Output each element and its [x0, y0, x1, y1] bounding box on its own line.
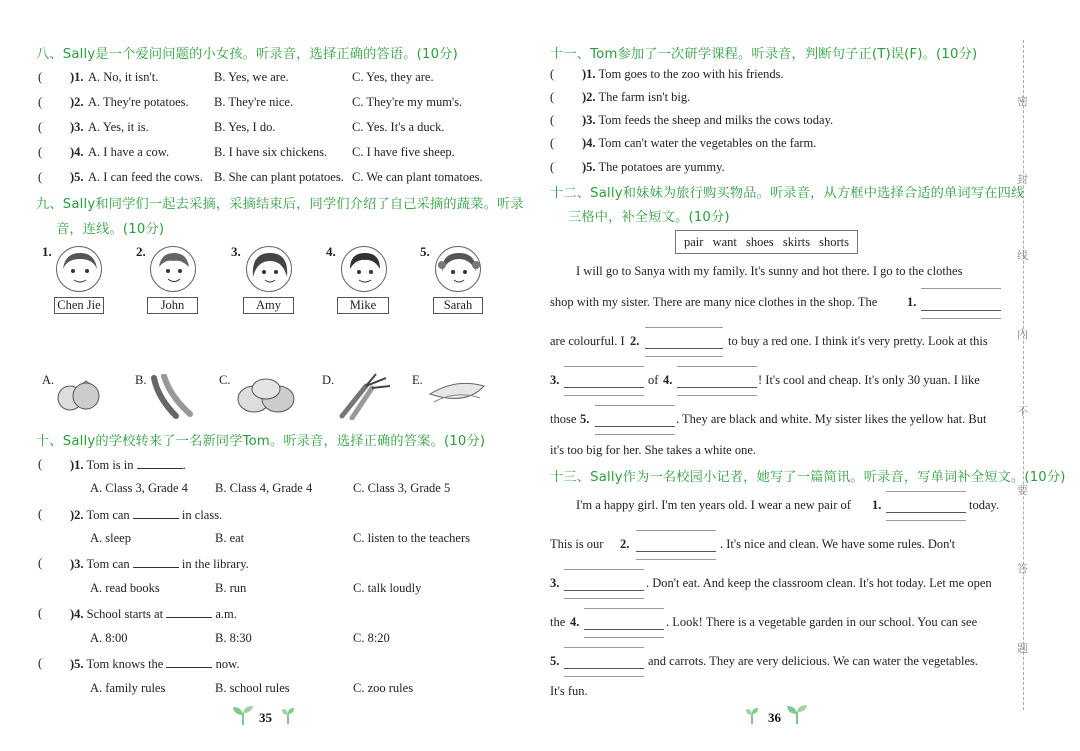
option-c: C. Yes. It's a duck. [352, 120, 445, 134]
answer-paren[interactable]: ( [550, 113, 555, 127]
statement [582, 67, 784, 82]
person-number: 4. [326, 244, 336, 259]
girl-face-icon [435, 246, 481, 292]
tomato-icon [56, 378, 102, 416]
blank-number: 5. [550, 654, 560, 668]
passage-line: the [550, 615, 566, 629]
option-c: C. Yes, they are. [352, 70, 434, 84]
statement-text: The potatoes are yummy. [598, 160, 725, 174]
answer-line[interactable] [645, 348, 723, 349]
stem-text: a.m. [215, 607, 237, 621]
stem-text: School starts at [86, 607, 164, 621]
blank-line[interactable] [137, 457, 183, 469]
page-number: 36 [768, 710, 781, 725]
answer-line[interactable] [564, 590, 644, 591]
answer-paren[interactable]: ( [38, 656, 43, 670]
answer-paren[interactable]: ( [38, 120, 43, 134]
writing-line [564, 598, 644, 599]
question-stem [70, 507, 222, 523]
boy-face-icon [341, 246, 387, 292]
margin-char: 答 [1017, 562, 1028, 575]
section-9-title-line1: 九、Sally和同学们一起去采摘，采摘结束后，同学们介绍了自己采摘的蔬菜。听录 [36, 197, 524, 212]
veg-label: E. [412, 373, 423, 387]
blank-number: 3. [550, 576, 560, 590]
sprout-icon [786, 704, 808, 728]
question-number: )4. [70, 145, 84, 159]
passage-line: . Look! There is a vegetable garden in our school. You can see [666, 615, 978, 629]
passage-line: and carrots. They are very delicious. We can water the vegetables. [648, 654, 978, 668]
question-number: )4. [582, 136, 596, 150]
passage-line: today. [969, 498, 1000, 512]
potatoes-icon [236, 377, 298, 419]
margin-char: 内 [1017, 328, 1028, 341]
section-13-title: 十三、Sally作为一名校园小记者，她写了一篇简讯。听录音，写单词补全短文。(10分) [550, 470, 1066, 485]
carrots-icon [336, 372, 392, 424]
answer-line[interactable] [921, 310, 1001, 311]
answer-line[interactable] [886, 512, 966, 513]
question-number: )3. [70, 120, 84, 134]
writing-line [564, 569, 644, 570]
answer-paren[interactable]: ( [38, 507, 43, 521]
cucumber-icon [426, 376, 488, 416]
name-box: Chen Jie [54, 297, 104, 314]
statement-text: Tom feeds the sheep and milks the cows today. [598, 113, 834, 127]
option-b: B. Yes, we are. [214, 70, 289, 84]
sprout-icon [281, 708, 295, 728]
option-c: C. 8:20 [353, 631, 390, 645]
page-number: 35 [259, 710, 272, 725]
blank-number: 4. [570, 615, 580, 629]
name-box: Amy [243, 297, 294, 314]
answer-paren[interactable]: ( [38, 70, 43, 84]
blank-line[interactable] [133, 556, 179, 568]
answer-paren[interactable]: ( [38, 457, 43, 471]
question-number: )2. [70, 508, 84, 522]
name-box: John [147, 297, 198, 314]
name-box: Mike [337, 297, 389, 314]
section-9-title-line2: 音，连线。(10分) [56, 222, 165, 237]
person-number: 3. [231, 244, 241, 259]
statement [582, 90, 690, 105]
writing-line [886, 491, 966, 492]
question-number: )5. [582, 160, 596, 174]
writing-line [677, 395, 757, 396]
question-number: )5. [70, 170, 84, 184]
answer-paren[interactable]: ( [38, 145, 43, 159]
question-number: )1. [582, 67, 596, 81]
option-b: B. run [215, 581, 247, 595]
answer-paren[interactable]: ( [550, 90, 555, 104]
answer-line[interactable] [564, 668, 644, 669]
writing-line [584, 608, 664, 609]
question-number: )4. [70, 607, 84, 621]
option-b: B. 8:30 [215, 631, 252, 645]
option-a: A. No, it isn't. [88, 70, 159, 84]
writing-line [886, 520, 966, 521]
girl-face-icon [56, 246, 102, 292]
option-a: A. 8:00 [90, 631, 128, 645]
binding-dashed-line [1023, 40, 1024, 710]
blank-number: 1. [907, 295, 917, 309]
question-stem [70, 556, 249, 572]
writing-line [645, 356, 723, 357]
veg-label: C. [219, 373, 231, 387]
margin-char: 题 [1017, 642, 1028, 655]
passage-line: . They are black and white. My sister likes the yellow hat. But [676, 412, 987, 426]
writing-line [564, 676, 644, 677]
statement [582, 113, 833, 128]
option-b: B. Yes, I do. [214, 120, 276, 134]
option-c: C. listen to the teachers [353, 531, 470, 545]
writing-line [584, 637, 664, 638]
statement-text: Tom goes to the zoo with his friends. [598, 67, 784, 81]
passage-line: This is our [550, 537, 604, 551]
passage-line: ! It's cool and cheap. It's only 30 yuan. I like [758, 373, 980, 387]
writing-line [636, 530, 716, 531]
writing-line [595, 405, 675, 406]
answer-paren[interactable]: ( [38, 556, 43, 570]
answer-line[interactable] [595, 426, 675, 427]
stem-text: Tom can [86, 508, 130, 522]
answer-paren[interactable]: ( [550, 160, 555, 174]
answer-line[interactable] [564, 387, 644, 388]
blank-number: 5. [580, 412, 590, 426]
word-bank-box: pair want shoes skirts shorts [675, 230, 858, 254]
person-number: 2. [136, 244, 146, 259]
section-10-title: 十、Sally的学校转来了一名新同学Tom。听录音，选择正确的答案。(10分) [36, 434, 486, 449]
stem-text: now. [215, 657, 240, 671]
veg-label: A. [42, 373, 55, 387]
blank-number: 3. [550, 373, 560, 387]
section-8-title: 八、Sally是一个爱问问题的小女孩。听录音，选择正确的答语。(10分) [36, 47, 458, 62]
margin-char: 要 [1017, 484, 1028, 497]
blank-line[interactable] [166, 656, 212, 668]
writing-line [636, 559, 716, 560]
answer-paren[interactable]: ( [550, 136, 555, 150]
option-a: A. read books [90, 581, 160, 595]
answer-paren[interactable]: ( [38, 606, 43, 620]
section-12-title-line1: 十二、Sally和妹妹为旅行购买物品。听录音，从方框中选择合适的单词写在四线 [550, 186, 1025, 201]
stem-text: . [182, 458, 186, 472]
passage-line: are colourful. I [550, 334, 625, 348]
green-beans-icon [148, 374, 198, 424]
option-c: C. Class 3, Grade 5 [353, 481, 451, 495]
blank-number: 4. [663, 373, 673, 387]
option-a: A. Yes, it is. [88, 120, 149, 134]
stem-text: in class. [181, 508, 223, 522]
blank-number: 2. [620, 537, 630, 551]
statement [582, 136, 816, 151]
name-box: Sarah [433, 297, 483, 314]
question-number: )2. [582, 90, 596, 104]
margin-char: 封 [1017, 173, 1028, 186]
blank-number: 1. [872, 498, 882, 512]
statement [582, 160, 725, 175]
section-11-title: 十一、Tom参加了一次研学课程。听录音，判断句子正(T)误(F)。(10分) [550, 47, 978, 62]
question-number: )2. [70, 95, 84, 109]
question-number: )5. [70, 657, 84, 671]
question-number: )1. [70, 458, 84, 472]
writing-line [564, 395, 644, 396]
girl-face-icon [246, 246, 292, 292]
passage-line: of [648, 373, 659, 387]
option-c: C. zoo rules [353, 681, 414, 695]
stem-text: Tom can [86, 557, 130, 571]
option-a: A. sleep [90, 531, 131, 545]
question-number: )3. [582, 113, 596, 127]
writing-line [921, 288, 1001, 289]
writing-line [921, 318, 1001, 319]
passage-line: it's too big for her. She takes a white one. [550, 443, 757, 457]
margin-char: 线 [1017, 249, 1028, 262]
boy-face-icon [150, 246, 196, 292]
veg-label: D. [322, 373, 335, 387]
writing-line [564, 366, 644, 367]
blank-line[interactable] [166, 606, 212, 618]
option-c: C. They're my mum's. [352, 95, 463, 109]
answer-line[interactable] [584, 629, 664, 630]
answer-paren[interactable]: ( [38, 95, 43, 109]
option-a: A. family rules [90, 681, 166, 695]
section-12-title-line2: 三格中，补全短文。(10分) [568, 210, 730, 225]
person-number: 1. [42, 244, 52, 259]
answer-line[interactable] [677, 387, 757, 388]
writing-line [564, 647, 644, 648]
option-c: C. I have five sheep. [352, 145, 455, 159]
question-stem [70, 606, 237, 622]
passage-line: . Don't eat. And keep the classroom clean. It's hot today. Let me open [646, 576, 992, 590]
option-b: B. eat [215, 531, 245, 545]
passage-line: . It's nice and clean. We have some rules. Don't [720, 537, 956, 551]
option-b: B. Class 4, Grade 4 [215, 481, 313, 495]
passage-line: shop with my sister. There are many nice clothes in the shop. The [550, 295, 878, 309]
sprout-icon [232, 705, 254, 729]
question-stem [70, 656, 239, 672]
option-b: B. I have six chickens. [214, 145, 328, 159]
answer-paren[interactable]: ( [38, 170, 43, 184]
stem-text: Tom knows the [86, 657, 164, 671]
option-c: C. We can plant tomatoes. [352, 170, 483, 184]
question-stem [70, 457, 186, 473]
stem-text: Tom is in [86, 458, 134, 472]
passage-line: those [550, 412, 577, 426]
option-b: B. She can plant potatoes. [214, 170, 344, 184]
writing-line [677, 366, 757, 367]
veg-label: B. [135, 373, 147, 387]
passage-line: It's fun. [550, 684, 588, 698]
margin-char: 密 [1017, 95, 1028, 108]
passage-line: I will go to Sanya with my family. It's sunny and hot there. I go to the clothes [576, 264, 963, 278]
option-c: C. talk loudly [353, 581, 422, 595]
question-number: )3. [70, 557, 84, 571]
margin-char: 不 [1017, 405, 1028, 418]
option-a: A. They're potatoes. [88, 95, 189, 109]
question-number: )1. [70, 70, 84, 84]
blank-number: 2. [630, 334, 640, 348]
option-b: B. school rules [215, 681, 290, 695]
option-a: A. I have a cow. [88, 145, 170, 159]
sprout-icon [745, 708, 759, 728]
answer-paren[interactable]: ( [550, 67, 555, 81]
option-b: B. They're nice. [214, 95, 294, 109]
passage-line: to buy a red one. I think it's very pretty. Look at this [728, 334, 988, 348]
person-number: 5. [420, 244, 430, 259]
writing-line [595, 434, 675, 435]
right-page [540, 0, 1080, 751]
passage-line: I'm a happy girl. I'm ten years old. I wear a new pair of [576, 498, 851, 512]
statement-text: Tom can't water the vegetables on the farm. [598, 136, 817, 150]
stem-text: in the library. [181, 557, 249, 571]
statement-text: The farm isn't big. [598, 90, 691, 104]
answer-line[interactable] [636, 551, 716, 552]
blank-line[interactable] [133, 507, 179, 519]
option-a: A. I can feed the cows. [88, 170, 203, 184]
option-a: A. Class 3, Grade 4 [90, 481, 188, 495]
writing-line [645, 327, 723, 328]
